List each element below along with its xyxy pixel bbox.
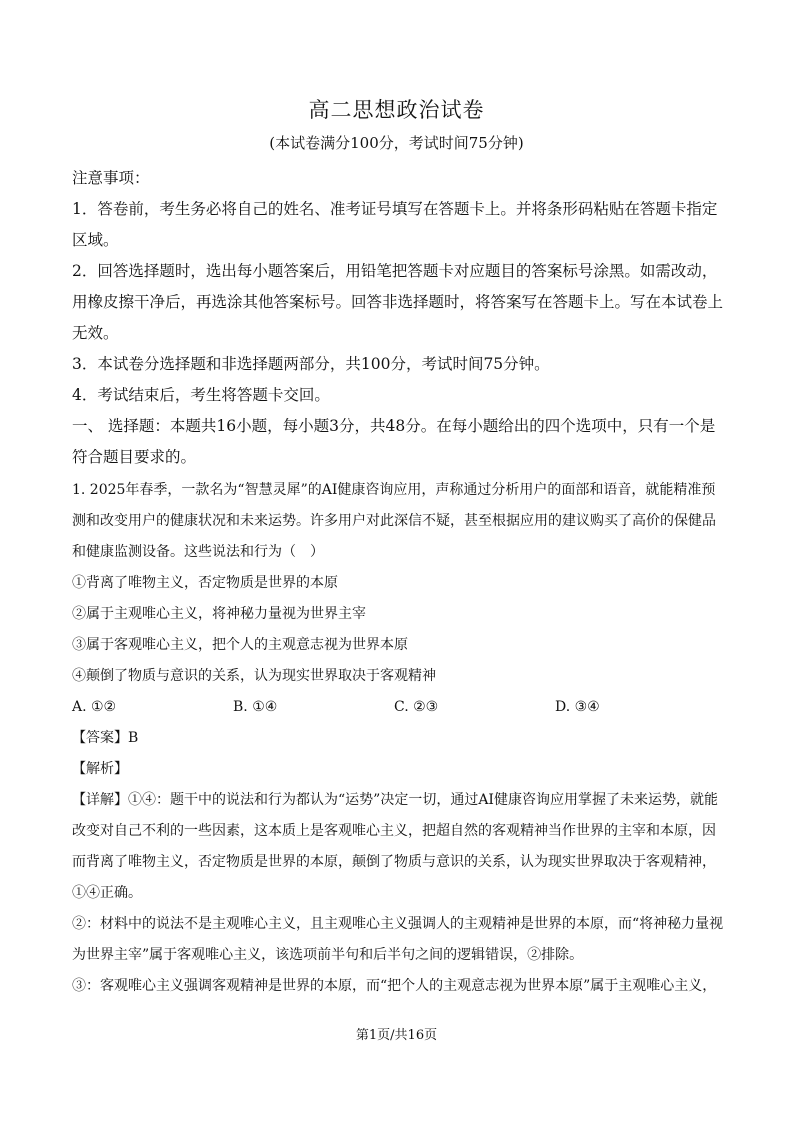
notice-item-1: 1．答卷前，考生务必将自己的姓名、准考证号填写在答题卡上。并将条形码粘贴在答题卡指定区域。 [72, 200, 718, 249]
question-option-3: ③属于客观唯心主义，把个人的主观意志视为世界本原 [72, 637, 408, 653]
notice-item-4: 4．考试结束后，考生将答题卡交回。 [72, 386, 330, 404]
choice-b: B. ①④ [233, 699, 278, 715]
notice-heading: 注意事项： [72, 169, 150, 187]
notice-item-2: 2．回答选择题时，选出每小题答案后，用铅笔把答题卡对应题目的答案标号涂黑。如需改动，用橡皮擦干净后，再选涂其他答案标号。回答非选择题时，将答案写在答题卡上。写在本试卷上无效。 [72, 262, 724, 342]
answer-label: 【答案】B [72, 730, 139, 746]
question-stem: 1. 2025年春季，一款名为“智慧灵犀”的AI健康咨询应用，声称通过分析用户的面部和语音，就能精准预测和改变用户的健康状况和未来运势。许多用户对此深信不疑，甚至根据应用的建议购买了高价的保健品和健康监测设备。这些说法和行为（ ） [72, 482, 716, 560]
section-heading: 一、 选择题：本题共16小题，每小题3分，共48分。在每小题给出的四个选项中，只有一个是符合题目要求的。 [72, 417, 716, 466]
notice-item-3: 3．本试卷分选择题和非选择题两部分，共100分，考试时间75分钟。 [72, 355, 550, 373]
question-option-4: ④颠倒了物质与意识的关系，认为现实世界取决于客观精神 [72, 668, 436, 684]
answer-choices [72, 692, 727, 723]
question-option-1: ①背离了唯物主义，否定物质是世界的本原 [72, 575, 338, 591]
exam-body [72, 163, 727, 1002]
choice-c: C. ②③ [394, 699, 439, 715]
page-subtitle: (本试卷满分100分，考试时间75分钟) [269, 134, 524, 152]
question-option-2: ②属于主观唯心主义，将神秘力量视为世界主宰 [72, 606, 366, 622]
page-number: 第1页/共16页 [355, 1028, 438, 1043]
choice-d: D. ③④ [555, 699, 600, 715]
choice-a: A. ①② [72, 699, 117, 715]
analysis-detail-1: 【详解】①④：题干中的说法和行为都认为“运势”决定一切，通过AI健康咨询应用掌握了未来运势，就能改变对自己不利的一些因素，这本质上是客观唯心主义，把超自然的客观精神当作世界的主宰和本原，因而背离了唯物主义，否定物质是世界的本原，颠倒了物质与意识的关系，认为现实世界取决于客观精神，①④正确。 [72, 792, 718, 901]
analysis-label: 【解析】 [72, 761, 128, 777]
analysis-detail-3: ③：客观唯心主义强调客观精神是世界的本原，而“把个人的主观意志视为世界本原”属于主观唯心主义， [72, 978, 717, 994]
analysis-detail-2: ②：材料中的说法不是主观唯心主义，且主观唯心主义强调人的主观精神是世界的本原，而“将神秘力量视为世界主宰”属于客观唯心主义，该选项前半句和后半句之间的逻辑错误，②排除。 [72, 916, 724, 963]
page-title: 高二思想政治试卷 [308, 98, 485, 122]
